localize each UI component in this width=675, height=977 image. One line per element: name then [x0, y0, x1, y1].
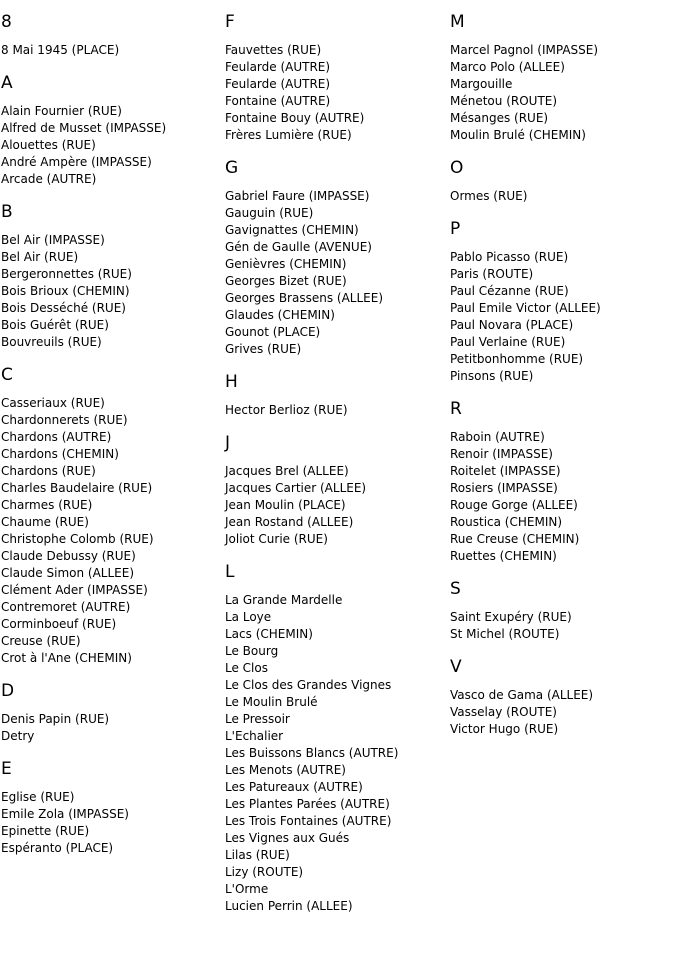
section-letter-heading: O [450, 158, 464, 178]
street-name: Mésanges (RUE) [450, 111, 549, 125]
street-list [1, 395, 223, 667]
section-letter-heading: C [1, 365, 13, 385]
street-name: Bois Desséché (RUE) [1, 301, 126, 315]
street-list [450, 609, 672, 643]
street-name: Le Moulin Brulé [225, 695, 318, 709]
street-name: Rosiers (IMPASSE) [450, 481, 558, 495]
street-list [1, 789, 223, 857]
street-name: Charmes (RUE) [1, 498, 93, 512]
street-name: Creuse (RUE) [1, 634, 81, 648]
street-list [1, 232, 223, 351]
street-list [450, 429, 672, 565]
street-name: L'Orme [225, 882, 269, 896]
street-name: Bel Air (RUE) [1, 250, 79, 264]
street-name: Eglise (RUE) [1, 790, 75, 804]
street-name: Raboin (AUTRE) [450, 430, 545, 444]
street-name: Le Pressoir [225, 712, 290, 726]
letter-section [1, 364, 223, 667]
street-name: Crot à l'Ane (CHEMIN) [1, 651, 132, 665]
street-name: Bel Air (IMPASSE) [1, 233, 105, 247]
section-letter-heading: J [225, 433, 231, 453]
street-name: Alouettes (RUE) [1, 138, 96, 152]
street-name: Chardons (AUTRE) [1, 430, 112, 444]
street-name: Claude Debussy (RUE) [1, 549, 136, 563]
section-letter-heading: B [1, 202, 13, 222]
letter-section [450, 398, 672, 565]
street-name: Lizy (ROUTE) [225, 865, 304, 879]
street-name: Les Vignes aux Gués [225, 831, 350, 845]
street-name: Margouille [450, 77, 513, 91]
street-name: Les Trois Fontaines (AUTRE) [225, 814, 392, 828]
street-name: Feularde (AUTRE) [225, 77, 331, 91]
letter-section [1, 758, 223, 857]
street-name: Georges Bizet (RUE) [225, 274, 347, 288]
street-name: Fontaine Bouy (AUTRE) [225, 111, 365, 125]
street-name: Saint Exupéry (RUE) [450, 610, 572, 624]
street-name: Gounot (PLACE) [225, 325, 321, 339]
letter-section [450, 218, 672, 385]
street-name: Lacs (CHEMIN) [225, 627, 313, 641]
letter-section [225, 371, 447, 419]
street-name: Petitbonhomme (RUE) [450, 352, 584, 366]
street-name: Vasco de Gama (ALLEE) [450, 688, 594, 702]
street-name: Vasselay (ROUTE) [450, 705, 557, 719]
letter-section [1, 201, 223, 351]
street-name: L'Echalier [225, 729, 284, 743]
street-name: Rouge Gorge (ALLEE) [450, 498, 578, 512]
section-letter-heading: G [225, 158, 239, 178]
street-name: Marcel Pagnol (IMPASSE) [450, 43, 599, 57]
street-name: Denis Papin (RUE) [1, 712, 110, 726]
letter-section [450, 656, 672, 738]
street-name: Fauvettes (RUE) [225, 43, 322, 57]
street-name: Pablo Picasso (RUE) [450, 250, 569, 264]
street-name: Gén de Gaulle (AVENUE) [225, 240, 372, 254]
street-name: Moulin Brulé (CHEMIN) [450, 128, 586, 142]
street-index-column-2 [225, 11, 447, 915]
street-name: Espéranto (PLACE) [1, 841, 114, 855]
street-name: Gavignattes (CHEMIN) [225, 223, 359, 237]
street-name: Contremoret (AUTRE) [1, 600, 131, 614]
section-letter-heading: D [1, 681, 15, 701]
street-name: Gabriel Faure (IMPASSE) [225, 189, 370, 203]
letter-section [450, 11, 672, 144]
street-name: Lucien Perrin (ALLEE) [225, 899, 353, 913]
street-name: Le Bourg [225, 644, 279, 658]
section-letter-heading: H [225, 372, 238, 392]
street-name: Chardonnerets (RUE) [1, 413, 128, 427]
street-name: Casseriaux (RUE) [1, 396, 105, 410]
street-index-column-1 [1, 11, 223, 857]
street-name: André Ampère (IMPASSE) [1, 155, 152, 169]
street-name: Paris (ROUTE) [450, 267, 534, 281]
street-name: Georges Brassens (ALLEE) [225, 291, 383, 305]
street-list [1, 711, 223, 745]
street-name: St Michel (ROUTE) [450, 627, 560, 641]
street-name: Marco Polo (ALLEE) [450, 60, 565, 74]
street-list [1, 42, 223, 59]
street-name: Le Clos des Grandes Vignes [225, 678, 392, 692]
letter-section [1, 680, 223, 745]
street-name: Hector Berlioz (RUE) [225, 403, 348, 417]
section-letter-heading: V [450, 657, 462, 677]
street-name: Alfred de Musset (IMPASSE) [1, 121, 167, 135]
street-name: Les Patureaux (AUTRE) [225, 780, 363, 794]
street-name: Les Plantes Parées (AUTRE) [225, 797, 390, 811]
street-name: Les Buissons Blancs (AUTRE) [225, 746, 399, 760]
street-name: Paul Emile Victor (ALLEE) [450, 301, 601, 315]
street-name: Gauguin (RUE) [225, 206, 314, 220]
street-list [450, 687, 672, 738]
section-letter-heading: E [1, 759, 12, 779]
street-list [225, 463, 447, 548]
street-name: Genièvres (CHEMIN) [225, 257, 347, 271]
letter-section [225, 157, 447, 358]
section-letter-heading: F [225, 12, 235, 32]
street-list [450, 188, 672, 205]
street-name: Jacques Brel (ALLEE) [225, 464, 349, 478]
street-name: Epinette (RUE) [1, 824, 90, 838]
letter-section [225, 11, 447, 144]
street-name: Roustica (CHEMIN) [450, 515, 563, 529]
street-name: Ménetou (ROUTE) [450, 94, 558, 108]
street-name: Detry [1, 729, 35, 743]
street-name: Paul Verlaine (RUE) [450, 335, 566, 349]
street-name: Pinsons (RUE) [450, 369, 534, 383]
street-name: Rue Creuse (CHEMIN) [450, 532, 580, 546]
street-name: Ruettes (CHEMIN) [450, 549, 557, 563]
street-name: Chaume (RUE) [1, 515, 89, 529]
letter-section [1, 72, 223, 188]
section-letter-heading: S [450, 579, 461, 599]
street-name: Roitelet (IMPASSE) [450, 464, 561, 478]
street-name: 8 Mai 1945 (PLACE) [1, 43, 120, 57]
street-name: Frères Lumière (RUE) [225, 128, 352, 142]
street-list [450, 42, 672, 144]
street-name: Bois Guérêt (RUE) [1, 318, 109, 332]
street-name: Christophe Colomb (RUE) [1, 532, 154, 546]
street-name: Chardons (RUE) [1, 464, 96, 478]
street-name: Ormes (RUE) [450, 189, 528, 203]
street-list [225, 592, 447, 915]
street-name: Bergeronnettes (RUE) [1, 267, 132, 281]
street-name: Charles Baudelaire (RUE) [1, 481, 153, 495]
street-list [225, 42, 447, 144]
street-name: Chardons (CHEMIN) [1, 447, 119, 461]
street-name: Jean Rostand (ALLEE) [225, 515, 354, 529]
street-name: Paul Cézanne (RUE) [450, 284, 569, 298]
street-name: Arcade (AUTRE) [1, 172, 97, 186]
letter-section [450, 578, 672, 643]
street-list [225, 188, 447, 358]
street-name: Joliot Curie (RUE) [225, 532, 328, 546]
letter-section [1, 11, 223, 59]
street-name: Clément Ader (IMPASSE) [1, 583, 148, 597]
street-name: Fontaine (AUTRE) [225, 94, 331, 108]
street-name: Claude Simon (ALLEE) [1, 566, 134, 580]
street-name: Victor Hugo (RUE) [450, 722, 559, 736]
letter-section [225, 432, 447, 548]
letter-section [450, 157, 672, 205]
section-letter-heading: M [450, 12, 465, 32]
street-name: Grives (RUE) [225, 342, 302, 356]
street-name: Bois Brioux (CHEMIN) [1, 284, 130, 298]
street-list [450, 249, 672, 385]
section-letter-heading: R [450, 399, 462, 419]
section-letter-heading: P [450, 219, 461, 239]
street-name: La Grande Mardelle [225, 593, 343, 607]
letter-section [225, 561, 447, 915]
street-index-column-3 [450, 11, 672, 738]
street-name: Emile Zola (IMPASSE) [1, 807, 129, 821]
street-name: Corminboeuf (RUE) [1, 617, 117, 631]
section-letter-heading: L [225, 562, 235, 582]
street-name: Jacques Cartier (ALLEE) [225, 481, 367, 495]
street-name: Le Clos [225, 661, 268, 675]
street-name: Lilas (RUE) [225, 848, 290, 862]
street-name: La Loye [225, 610, 272, 624]
street-name: Glaudes (CHEMIN) [225, 308, 335, 322]
street-name: Feularde (AUTRE) [225, 60, 331, 74]
street-name: Renoir (IMPASSE) [450, 447, 553, 461]
street-list [225, 402, 447, 419]
section-letter-heading: 8 [1, 12, 12, 32]
street-name: Les Menots (AUTRE) [225, 763, 346, 777]
street-name: Paul Novara (PLACE) [450, 318, 574, 332]
street-list [1, 103, 223, 188]
street-name: Jean Moulin (PLACE) [225, 498, 346, 512]
street-name: Bouvreuils (RUE) [1, 335, 102, 349]
street-name: Alain Fournier (RUE) [1, 104, 122, 118]
section-letter-heading: A [1, 73, 13, 93]
